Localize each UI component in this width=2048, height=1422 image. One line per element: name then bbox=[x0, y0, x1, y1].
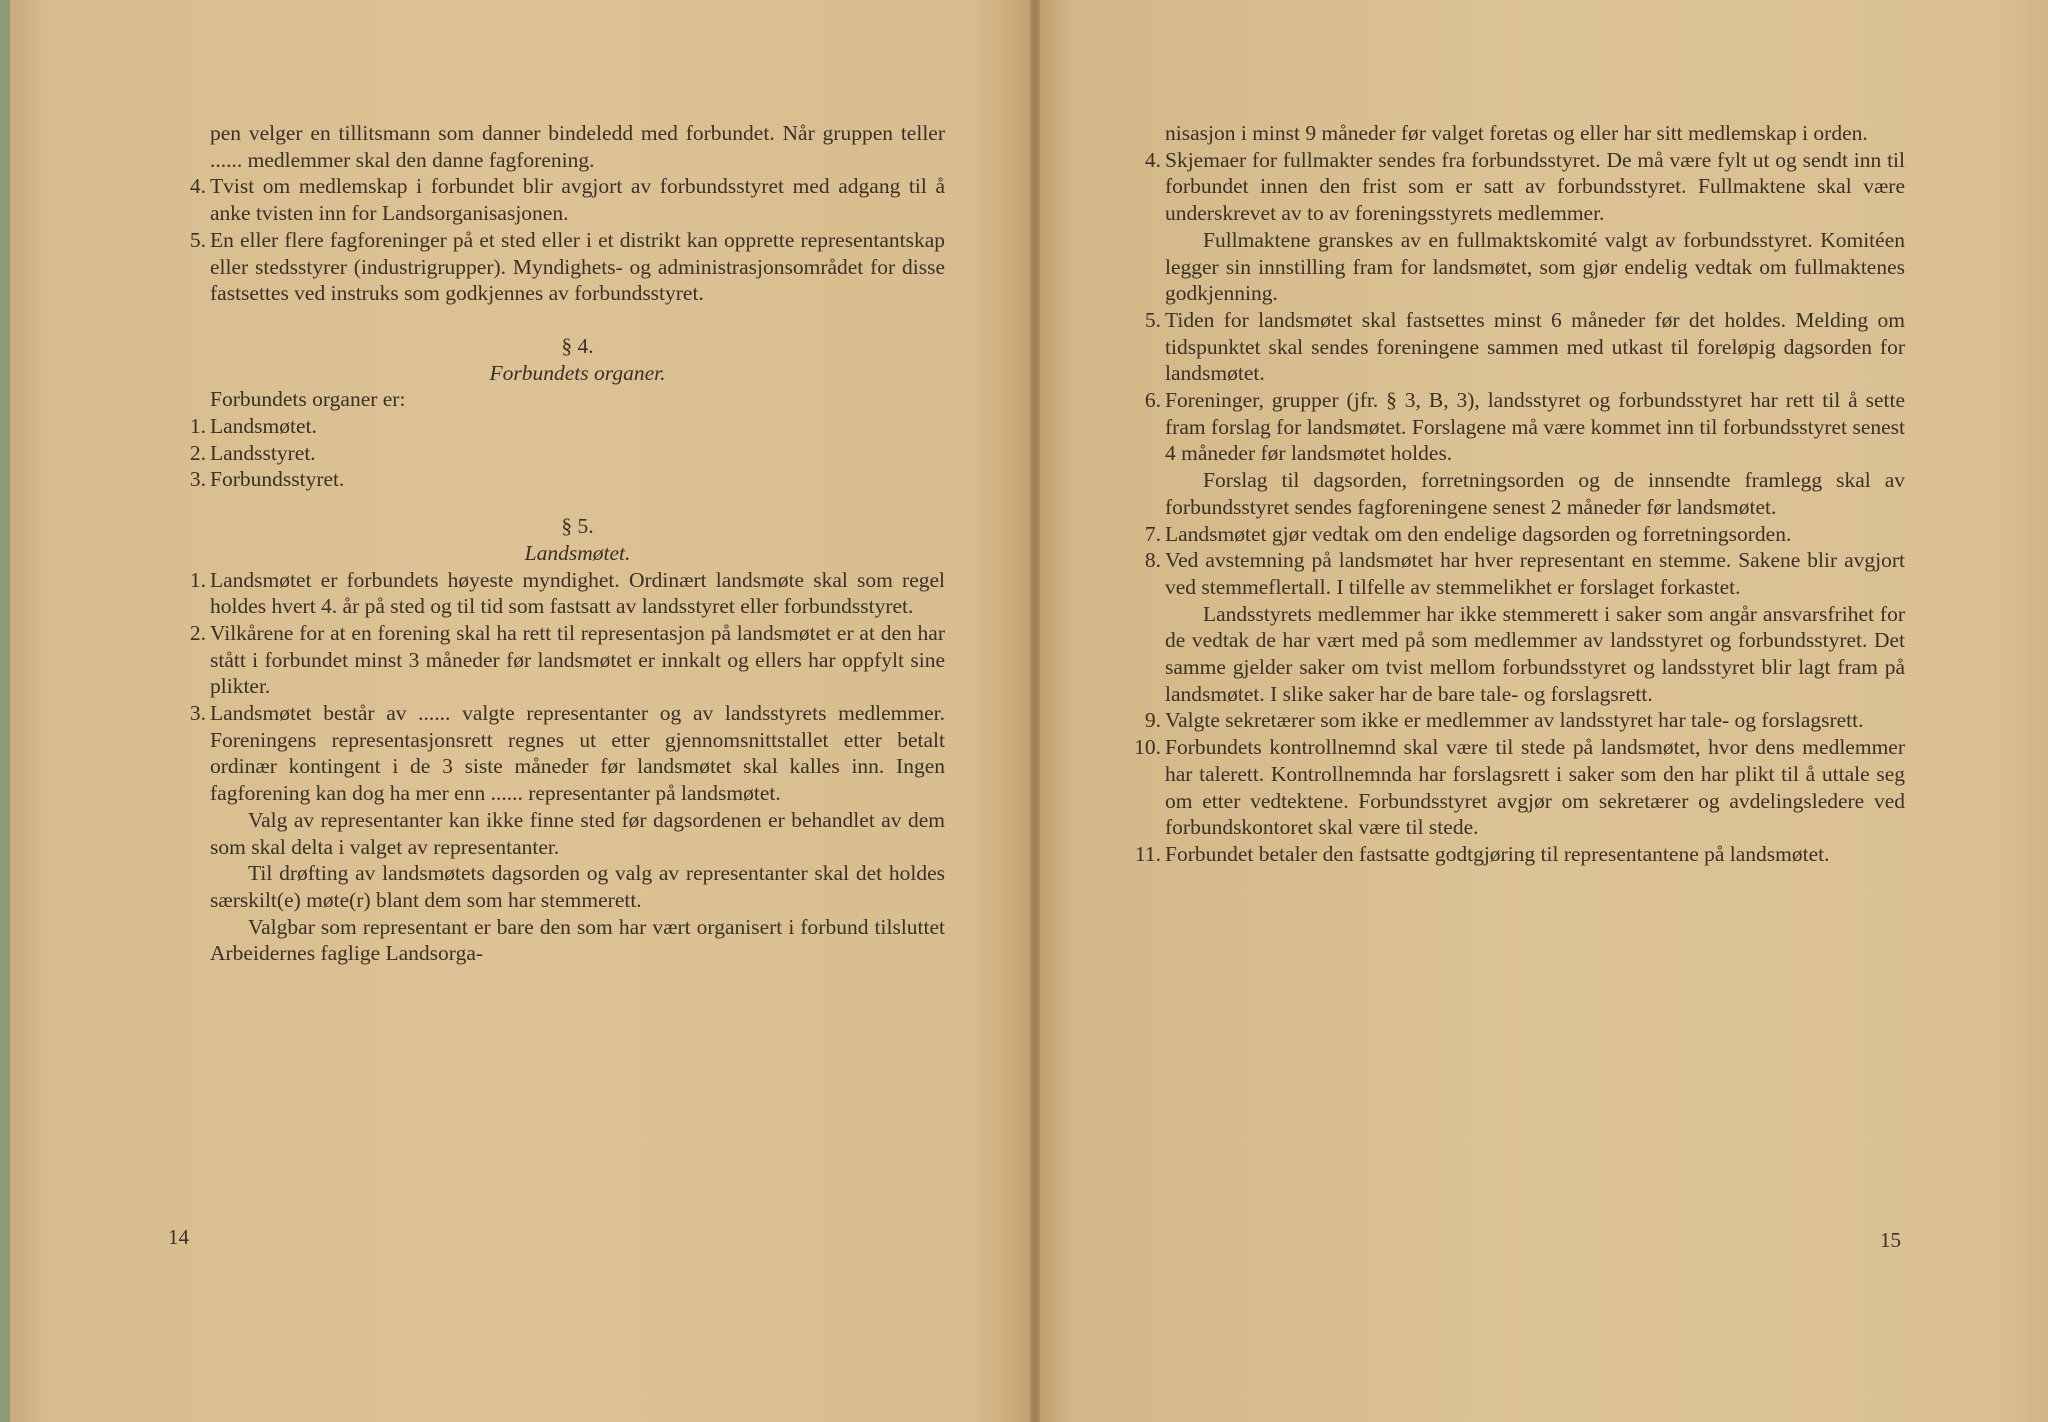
item-number: 3. bbox=[189, 467, 206, 492]
paragraph: Valg av representanter kan ikke finne sted før dagsordenen er behandlet av dem som skal delta i valget av representanter. bbox=[210, 807, 945, 859]
list-item bbox=[1144, 547, 1905, 600]
item-number: 7. bbox=[1144, 521, 1161, 546]
page-number: 14 bbox=[168, 1225, 189, 1249]
item-number: 10. bbox=[1134, 735, 1161, 760]
list-item bbox=[1134, 734, 1905, 841]
item-number: 3. bbox=[189, 701, 206, 726]
paragraph: Til drøfting av landsmøtets dagsorden og valg av representanter skal det holdes særskilt(e) møte(r) blant dem som har stemmerett. bbox=[210, 861, 945, 912]
paragraph: Forbundets organer er: bbox=[210, 387, 406, 412]
item-text: En eller flere fagforeninger på et sted eller i et distrikt kan opprette representantskap eller stedsstyrer (industrigrupper). Myndighets- og administrasjonsområdet for disse fastsettes ved instruks som godkjennes av forbundsstyret. bbox=[210, 227, 945, 306]
item-text: Landsstyret. bbox=[210, 440, 316, 465]
list-item bbox=[1134, 841, 1905, 868]
list-item bbox=[189, 466, 945, 493]
list-item bbox=[189, 413, 945, 440]
item-text: Skjemaer for fullmakter sendes fra forbundsstyret. De må være fylt ut og sendt inn til forbundet innen den frist som er satt av forbundsstyret. Fullmaktene skal være underskrevet av to av foreningsstyrets medlemmer. bbox=[1165, 147, 1905, 226]
list-item bbox=[189, 567, 945, 620]
paragraph: pen velger en tillitsmann som danner bindeledd med forbundet. Når gruppen teller ...... medlemmer skal den danne fagforening. bbox=[210, 121, 945, 172]
item-number: 5. bbox=[1144, 307, 1161, 332]
paragraph: Valgbar som representant er bare den som har vært organisert i forbund tilsluttet Arbeidernes faglige Landsorga- bbox=[210, 914, 945, 966]
list-item bbox=[189, 700, 945, 807]
list-item bbox=[1144, 707, 1905, 734]
list-item bbox=[1144, 147, 1905, 227]
section-title: Landsmøtet. bbox=[524, 540, 631, 565]
item-text: Landsmøtet gjør vedtak om den endelige dagsorden og forretningsorden. bbox=[1165, 521, 1792, 546]
item-text: Landsmøtet består av ...... valgte representanter og av landsstyrets medlemmer. Foreningens representasjonsrett regnes ut etter gjennomsnittstallet etter betalt ordinær kontingent i de 3 siste måneder før landsmøtet skal kalles inn. Ingen fagforening kan dog ha mer enn ...... representanter på landsmøtet. bbox=[210, 701, 945, 806]
item-number: 9. bbox=[1144, 708, 1161, 733]
item-text: Landsmøtet. bbox=[210, 414, 317, 439]
item-text: Tvist om medlemskap i forbundet blir avgjort av forbundsstyret med adgang til å anke tvisten inn for Landsorganisasjonen. bbox=[210, 174, 945, 226]
left-page-text bbox=[189, 120, 945, 967]
item-text: Landsmøtet er forbundets høyeste myndighet. Ordinært landsmøte skal som regel holdes hvert 4. år på sted og til tid som fastsatt av landsstyret eller forbundsstyret. bbox=[210, 567, 945, 619]
paragraph: Fullmaktene granskes av en fullmaktskomité valgt av forbundsstyret. Komitéen legger sin innstilling fram for landsmøtet, som gjør endelig vedtak om fullmaktenes godkjenning. bbox=[1165, 227, 1905, 306]
list-item bbox=[1144, 521, 1905, 548]
section-number: § 4. bbox=[561, 333, 594, 358]
item-text: Forbundsstyret. bbox=[210, 467, 345, 492]
list-item bbox=[189, 620, 945, 700]
list-item bbox=[189, 227, 945, 307]
right-page bbox=[1035, 0, 2048, 1422]
item-number: 11. bbox=[1134, 841, 1161, 866]
item-text: Vilkårene for at en forening skal ha rett til representasjon på landsmøtet er at den har stått i forbundet minst 3 måneder før landsmøtet er innkalt og ellers har oppfylt sine plikter. bbox=[210, 620, 945, 699]
item-number: 1. bbox=[189, 567, 206, 592]
left-page bbox=[10, 0, 1035, 1422]
item-text: Forbundet betaler den fastsatte godtgjøring til representantene på landsmøtet. bbox=[1165, 841, 1830, 866]
list-item bbox=[1144, 387, 1905, 467]
item-text: Ved avstemning på landsmøtet har hver representant en stemme. Sakene blir avgjort ved stemmeflertall. I tilfelle av stemmelikhet er forslaget forkastet. bbox=[1165, 548, 1905, 599]
section-title: Forbundets organer. bbox=[489, 360, 666, 385]
item-number: 8. bbox=[1144, 548, 1161, 573]
item-number: 4. bbox=[1144, 147, 1161, 172]
paragraph: Landsstyrets medlemmer har ikke stemmerett i saker som angår ansvarsfrihet for de vedtak de har vært med på som medlemmer av landsstyret og forbundsstyret. Det samme gjelder saker om tvist mellom forbundsstyret og landsstyret blir lagt fram på landsmøtet. I slike saker har de bare tale- og forslagsrett. bbox=[1165, 601, 1905, 706]
item-number: 2. bbox=[189, 620, 206, 645]
item-text: Foreninger, grupper (jfr. § 3, B, 3), landsstyret og forbundsstyret har rett til å sette fram forslag for landsmøtet. Forslagene må være kommet inn til forbundsstyret senest 4 måneder før landsmøtet holdes. bbox=[1165, 388, 1905, 466]
paragraph: nisasjon i minst 9 måneder før valget foretas og eller har sitt medlemskap i orden. bbox=[1165, 121, 1868, 145]
page-number: 15 bbox=[1880, 1228, 1901, 1252]
item-number: 2. bbox=[189, 440, 206, 465]
paragraph: Forslag til dagsorden, forretningsorden og de innsendte framlegg skal av forbundsstyret sendes fagforeningene senest 2 måneder før landsmøtet. bbox=[1165, 468, 1905, 519]
item-number: 6. bbox=[1144, 388, 1161, 413]
list-item bbox=[189, 440, 945, 467]
section-number: § 5. bbox=[561, 514, 594, 539]
book-gutter bbox=[1030, 0, 1040, 1422]
list-item bbox=[1144, 307, 1905, 387]
item-number: 4. bbox=[189, 174, 206, 199]
item-number: 5. bbox=[189, 227, 206, 252]
item-number: 1. bbox=[189, 414, 206, 439]
item-text: Tiden for landsmøtet skal fastsettes minst 6 måneder før det holdes. Melding om tidspunktet skal sendes foreningene sammen med utkast til foreløpig dagsorden for landsmøtet. bbox=[1165, 307, 1905, 386]
item-text: Forbundets kontrollnemnd skal være til stede på landsmøtet, hvor dens medlemmer har talerett. Kontrollnemnda har forslagsrett i saker som den har plikt til å uttale seg om etter vedtektene. Forbundsstyret avgjør om sekretærer og avdelingsledere ved forbundskontoret skal være til stede. bbox=[1165, 735, 1905, 840]
list-item bbox=[189, 173, 945, 226]
right-page-text bbox=[1134, 120, 1905, 868]
item-text: Valgte sekretærer som ikke er medlemmer av landsstyret har tale- og forslagsrett. bbox=[1165, 708, 1864, 733]
